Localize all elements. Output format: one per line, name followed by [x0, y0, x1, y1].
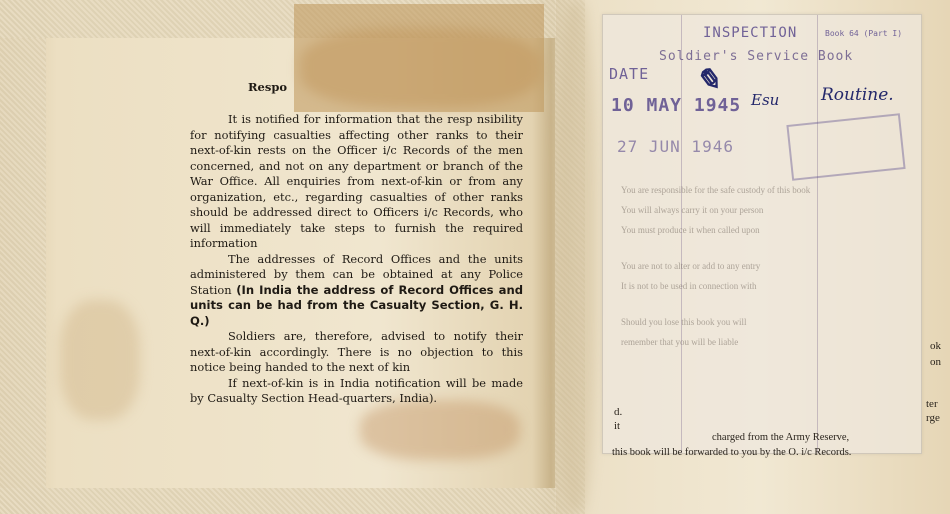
- faint-line: Should you lose this book you will: [621, 317, 747, 327]
- paragraph: If next-of-kin is in India notification will be made by Casualty Section Head-quarters, India).: [190, 375, 523, 405]
- margin-word: ok: [930, 340, 941, 352]
- margin-word: ter: [926, 398, 938, 410]
- margin-word: d.: [614, 406, 623, 418]
- faint-line: It is not to be used in connection with: [621, 281, 757, 291]
- date-stamp-1: 10 MAY 1945: [611, 95, 742, 116]
- bold-note: (In India the address of Record Offices and units can be had from the Casualty Section, G. H. Q.): [190, 282, 524, 328]
- tape-strip: [294, 4, 544, 112]
- book-ref: Book 64 (Part I): [825, 29, 903, 38]
- faint-line: You are not to alter or add to any entry: [621, 261, 761, 271]
- notice-text: [190, 112, 523, 407]
- bottom-line-1: charged from the Army Reserve,: [712, 432, 850, 443]
- faint-line: You must produce it when called upon: [621, 225, 760, 235]
- margin-word: it: [614, 420, 621, 432]
- inspection-stamp: INSPECTION: [703, 25, 798, 41]
- paragraph: Soldiers are, therefore, advised to notify their next-of-kin accordingly. There is no objection to this notice being handed to the next of kin: [190, 329, 523, 374]
- paragraph: The addresses of Record Offices and the units administered by them can be obtained at any Police Station (In India the address of Record Offices and units can be had from the Casualty Section, G. H. Q.): [190, 251, 524, 328]
- page-heading: Respo: [248, 80, 288, 94]
- signature-scrawl: ✎: [695, 63, 721, 98]
- stain: [360, 400, 520, 460]
- margin-word: on: [930, 356, 941, 368]
- faint-line: remember that you will be liable: [621, 337, 739, 347]
- bottom-line-2: this book will be forwarded to you by the O. i/c Records.: [612, 447, 852, 458]
- inspection-slip: [602, 14, 922, 454]
- handwritten-note-2: Routine.: [821, 85, 894, 105]
- signature-stamp: [786, 113, 905, 181]
- form-title: Soldier's Service Book: [659, 49, 854, 64]
- stain: [556, 0, 596, 514]
- margin-word: rge: [926, 412, 940, 424]
- faint-text-block: [621, 185, 911, 347]
- faint-line: You will always carry it on your person: [621, 205, 764, 215]
- date-label: DATE: [609, 65, 650, 83]
- paragraph: It is notified for information that the resp nsibility for notifying casualties affecting other ranks to their next-of-kin rests on the Officer i/c Records of the men concerned, and not on any department or branch of the War Office. All enquiries from next-of-kin or from any organization, etc., regarding casualties of other ranks should be addressed direct to Officers i/c Records, who will immediately take steps to furnish the required information: [190, 112, 523, 250]
- date-stamp-2: 27 JUN 1946: [617, 137, 734, 156]
- handwritten-note-1: Esu: [751, 91, 780, 109]
- faint-line: You are responsible for the safe custody of this book: [621, 185, 811, 195]
- stain: [60, 300, 140, 420]
